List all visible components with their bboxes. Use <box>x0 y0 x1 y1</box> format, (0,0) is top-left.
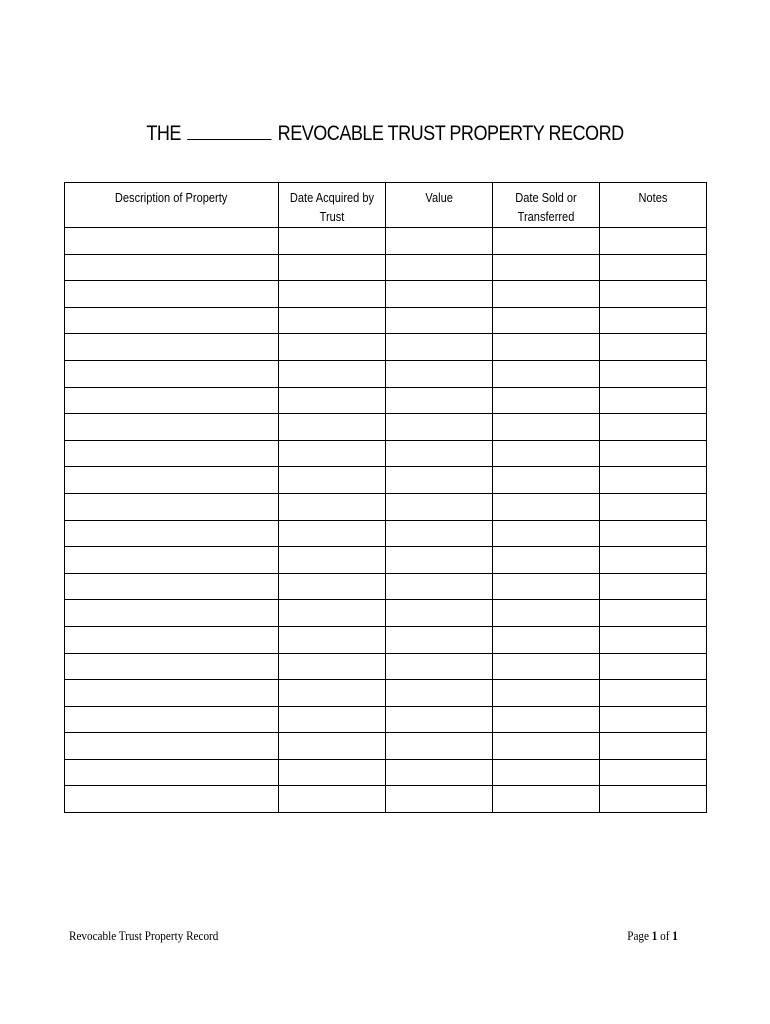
table-row <box>65 733 707 760</box>
cell-date-sold[interactable] <box>493 228 600 255</box>
column-header-notes: Notes <box>600 183 707 228</box>
cell-date-acquired[interactable] <box>279 493 386 520</box>
cell-date-acquired[interactable] <box>279 228 386 255</box>
table-row <box>65 573 707 600</box>
cell-value[interactable] <box>386 307 493 334</box>
cell-notes[interactable] <box>600 600 707 627</box>
cell-notes[interactable] <box>600 653 707 680</box>
trust-name-blank[interactable] <box>187 138 271 140</box>
cell-value[interactable] <box>386 281 493 308</box>
cell-description[interactable] <box>65 467 279 494</box>
cell-notes[interactable] <box>600 786 707 813</box>
cell-date-acquired[interactable] <box>279 706 386 733</box>
table-body <box>65 228 707 813</box>
cell-notes[interactable] <box>600 440 707 467</box>
cell-value[interactable] <box>386 733 493 760</box>
cell-description[interactable] <box>65 600 279 627</box>
cell-description[interactable] <box>65 254 279 281</box>
cell-date-sold[interactable] <box>493 600 600 627</box>
cell-date-sold[interactable] <box>493 759 600 786</box>
cell-notes[interactable] <box>600 360 707 387</box>
table-row <box>65 440 707 467</box>
cell-value[interactable] <box>386 334 493 361</box>
footer-page-number <box>627 928 678 944</box>
cell-value[interactable] <box>386 440 493 467</box>
cell-date-sold[interactable] <box>493 547 600 574</box>
table-row <box>65 600 707 627</box>
cell-date-acquired[interactable] <box>279 573 386 600</box>
cell-value[interactable] <box>386 786 493 813</box>
title-prefix: THE <box>146 122 181 145</box>
table-row <box>65 786 707 813</box>
cell-description[interactable] <box>65 733 279 760</box>
column-header-date-acquired: Date Acquired by Trust <box>279 183 386 228</box>
cell-value[interactable] <box>386 254 493 281</box>
page-total: 1 <box>672 928 678 943</box>
footer-document-name: Revocable Trust Property Record <box>69 928 219 943</box>
cell-date-acquired[interactable] <box>279 547 386 574</box>
cell-value[interactable] <box>386 360 493 387</box>
cell-date-sold[interactable] <box>493 653 600 680</box>
cell-date-sold[interactable] <box>493 440 600 467</box>
cell-date-acquired[interactable] <box>279 759 386 786</box>
table-row <box>65 307 707 334</box>
cell-date-sold[interactable] <box>493 360 600 387</box>
cell-notes[interactable] <box>600 493 707 520</box>
cell-notes[interactable] <box>600 467 707 494</box>
table-row <box>65 653 707 680</box>
cell-description[interactable] <box>65 414 279 441</box>
cell-value[interactable] <box>386 467 493 494</box>
table-row <box>65 547 707 574</box>
table-header-row <box>65 183 707 228</box>
cell-date-acquired[interactable] <box>279 360 386 387</box>
cell-value[interactable] <box>386 387 493 414</box>
cell-date-sold[interactable] <box>493 414 600 441</box>
cell-value[interactable] <box>386 706 493 733</box>
cell-description[interactable] <box>65 626 279 653</box>
cell-description[interactable] <box>65 547 279 574</box>
cell-date-acquired[interactable] <box>279 520 386 547</box>
cell-description[interactable] <box>65 387 279 414</box>
cell-date-sold[interactable] <box>493 467 600 494</box>
cell-description[interactable] <box>65 680 279 707</box>
table-row <box>65 334 707 361</box>
cell-notes[interactable] <box>600 520 707 547</box>
page-title <box>54 122 716 146</box>
page-current: 1 <box>651 928 658 943</box>
cell-date-sold[interactable] <box>493 733 600 760</box>
cell-date-acquired[interactable] <box>279 281 386 308</box>
cell-value[interactable] <box>386 600 493 627</box>
cell-value[interactable] <box>386 573 493 600</box>
cell-description[interactable] <box>65 706 279 733</box>
cell-description[interactable] <box>65 334 279 361</box>
cell-date-sold[interactable] <box>493 281 600 308</box>
cell-date-acquired[interactable] <box>279 307 386 334</box>
cell-date-acquired[interactable] <box>279 254 386 281</box>
cell-date-acquired[interactable] <box>279 600 386 627</box>
table-row <box>65 520 707 547</box>
table-row <box>65 387 707 414</box>
cell-date-sold[interactable] <box>493 786 600 813</box>
cell-notes[interactable] <box>600 706 707 733</box>
cell-description[interactable] <box>65 759 279 786</box>
cell-description[interactable] <box>65 307 279 334</box>
cell-date-acquired[interactable] <box>279 786 386 813</box>
table-row <box>65 706 707 733</box>
cell-value[interactable] <box>386 547 493 574</box>
cell-notes[interactable] <box>600 626 707 653</box>
cell-notes[interactable] <box>600 414 707 441</box>
cell-date-acquired[interactable] <box>279 387 386 414</box>
cell-value[interactable] <box>386 414 493 441</box>
cell-value[interactable] <box>386 680 493 707</box>
property-record-table <box>64 182 707 813</box>
cell-date-acquired[interactable] <box>279 440 386 467</box>
page-of: of <box>660 928 670 943</box>
table-row <box>65 759 707 786</box>
table-row <box>65 493 707 520</box>
cell-date-sold[interactable] <box>493 706 600 733</box>
column-header-date-sold: Date Sold or Transferred <box>493 183 600 228</box>
cell-notes[interactable] <box>600 573 707 600</box>
cell-date-sold[interactable] <box>493 573 600 600</box>
cell-date-acquired[interactable] <box>279 653 386 680</box>
cell-description[interactable] <box>65 786 279 813</box>
cell-notes[interactable] <box>600 281 707 308</box>
cell-date-sold[interactable] <box>493 520 600 547</box>
cell-description[interactable] <box>65 360 279 387</box>
cell-date-sold[interactable] <box>493 307 600 334</box>
cell-value[interactable] <box>386 759 493 786</box>
cell-description[interactable] <box>65 520 279 547</box>
table-row <box>65 281 707 308</box>
cell-value[interactable] <box>386 626 493 653</box>
cell-description[interactable] <box>65 281 279 308</box>
page-label: Page <box>627 928 650 943</box>
cell-date-acquired[interactable] <box>279 467 386 494</box>
cell-notes[interactable] <box>600 228 707 255</box>
cell-description[interactable] <box>65 653 279 680</box>
table-row <box>65 626 707 653</box>
cell-value[interactable] <box>386 520 493 547</box>
cell-notes[interactable] <box>600 547 707 574</box>
cell-date-sold[interactable] <box>493 387 600 414</box>
table-row <box>65 680 707 707</box>
cell-description[interactable] <box>65 493 279 520</box>
cell-date-acquired[interactable] <box>279 334 386 361</box>
cell-date-acquired[interactable] <box>279 414 386 441</box>
cell-value[interactable] <box>386 493 493 520</box>
cell-date-sold[interactable] <box>493 493 600 520</box>
title-suffix: REVOCABLE TRUST PROPERTY RECORD <box>277 122 624 145</box>
cell-notes[interactable] <box>600 733 707 760</box>
cell-notes[interactable] <box>600 307 707 334</box>
cell-date-sold[interactable] <box>493 334 600 361</box>
cell-description[interactable] <box>65 440 279 467</box>
cell-date-acquired[interactable] <box>279 733 386 760</box>
cell-notes[interactable] <box>600 387 707 414</box>
cell-notes[interactable] <box>600 254 707 281</box>
cell-date-sold[interactable] <box>493 626 600 653</box>
table-row <box>65 228 707 255</box>
cell-value[interactable] <box>386 228 493 255</box>
cell-notes[interactable] <box>600 334 707 361</box>
cell-date-acquired[interactable] <box>279 626 386 653</box>
cell-value[interactable] <box>386 653 493 680</box>
table-row <box>65 254 707 281</box>
cell-notes[interactable] <box>600 759 707 786</box>
column-header-description: Description of Property <box>65 183 279 228</box>
cell-date-sold[interactable] <box>493 680 600 707</box>
cell-notes[interactable] <box>600 680 707 707</box>
table-row <box>65 360 707 387</box>
table-row <box>65 467 707 494</box>
table-row <box>65 414 707 441</box>
cell-date-acquired[interactable] <box>279 680 386 707</box>
cell-date-sold[interactable] <box>493 254 600 281</box>
cell-description[interactable] <box>65 228 279 255</box>
cell-description[interactable] <box>65 573 279 600</box>
column-header-value: Value <box>386 183 493 228</box>
